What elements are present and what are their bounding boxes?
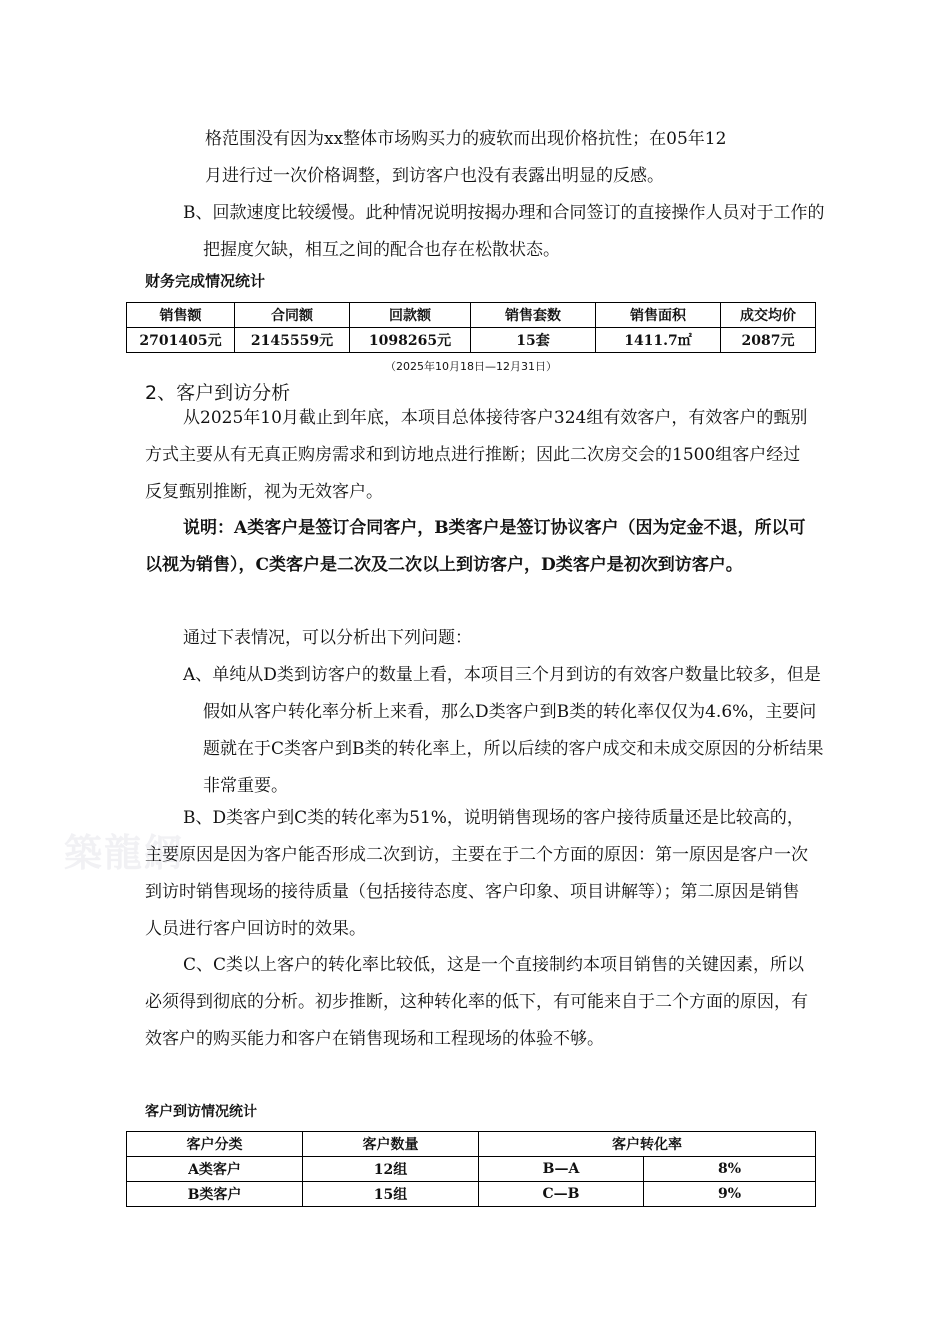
table-cell: 12组 [303, 1157, 479, 1182]
table-cell: B类客户 [127, 1182, 303, 1207]
visit-table [126, 1131, 816, 1207]
table-cell: 2701405元 [127, 328, 235, 353]
finance-table [126, 302, 816, 353]
paragraph-line: 格范围没有因为xx整体市场购买力的疲软而出现价格抗性；在05年12 [205, 129, 727, 149]
table-cell: 15套 [471, 328, 596, 353]
table-cell: 1411.7㎡ [596, 328, 721, 353]
point-a-paragraph: A、单纯从D类到访客户的数量上看，本项目三个月到访的有效客户数量比较多，但是假如从客户转化率分析上来看，那么D类客户到B类的转化率仅仅为4.6%，主要问题就在于C类客户到B类的转化率上，所以后续的客户成交和未成交原因的分析结果非常重要。 [183, 665, 824, 796]
table-cell: 9% [644, 1182, 816, 1207]
section-heading: 2、客户到访分析 [145, 382, 291, 404]
point-b-paragraph: B、D类客户到C类的转化率为51%，说明销售现场的客户接待质量还是比较高的，主要原因是因为客户能否形成二次到访，主要在于二个方面的原因：第一原因是客户一次到访时销售现场的接待质量（包括接待态度、客户印象、项目讲解等）；第二原因是销售人员进行客户回访时的效果。 [145, 808, 808, 939]
intro-paragraph: 从2025年10月截止到年底，本项目总体接待客户324组有效客户，有效客户的甄别方式主要从有无真正购房需求和到访地点进行推断；因此二次房交会的1500组客户经过反复甄别推断，视为无效客户。 [145, 408, 808, 502]
table-header-cell: 成交均价 [721, 303, 816, 328]
table-cell: 2145559元 [235, 328, 350, 353]
table-header-cell: 销售套数 [471, 303, 596, 328]
point-c-paragraph: C、C类以上客户的转化率比较低，这是一个直接制约本项目销售的关键因素，所以必须得到彻底的分析。初步推断，这种转化率的低下，有可能来自于二个方面的原因，有效客户的购买能力和客户在销售现场和工程现场的体验不够。 [145, 955, 808, 1049]
note-paragraph: 说明：A类客户是签订合同客户，B类客户是签订协议客户（因为定金不退，所以可以视为销售），C类客户是二次及二次以上到访客户，D类客户是初次到访客户。 [145, 518, 806, 575]
table-header-row [127, 303, 816, 328]
table-cell: C—B [479, 1182, 644, 1207]
watermark-text: 築龍網 [64, 830, 185, 875]
table-cell: A类客户 [127, 1157, 303, 1182]
table-cell: 1098265元 [350, 328, 471, 353]
table-row [127, 1182, 816, 1207]
table-header-cell: 回款额 [350, 303, 471, 328]
table-cell: 8% [644, 1157, 816, 1182]
paragraph-point-b: B、回款速度比较缓慢。此种情况说明按揭办理和合同签订的直接操作人员对于工作的把握度欠缺，相互之间的配合也存在松散状态。 [183, 203, 825, 260]
table-header-cell: 客户分类 [127, 1132, 303, 1157]
table-cell: 2087元 [721, 328, 816, 353]
table-cell: 15组 [303, 1182, 479, 1207]
table-header-cell: 销售额 [127, 303, 235, 328]
table-header-cell: 销售面积 [596, 303, 721, 328]
finance-table-title: 财务完成情况统计 [145, 272, 266, 290]
table-header-row [127, 1132, 816, 1157]
table-header-cell: 客户数量 [303, 1132, 479, 1157]
paragraph-line: 月进行过一次价格调整，到访客户也没有表露出明显的反感。 [205, 166, 664, 186]
table-header-cell: 客户转化率 [479, 1132, 816, 1157]
visit-table-title: 客户到访情况统计 [145, 1104, 257, 1120]
finance-table-caption: （2025年10月18日—12月31日） [385, 360, 557, 373]
table-header-cell: 合同额 [235, 303, 350, 328]
lead-paragraph: 通过下表情况，可以分析出下列问题： [183, 628, 472, 648]
table-cell: B—A [479, 1157, 644, 1182]
table-row [127, 1157, 816, 1182]
table-row [127, 328, 816, 353]
